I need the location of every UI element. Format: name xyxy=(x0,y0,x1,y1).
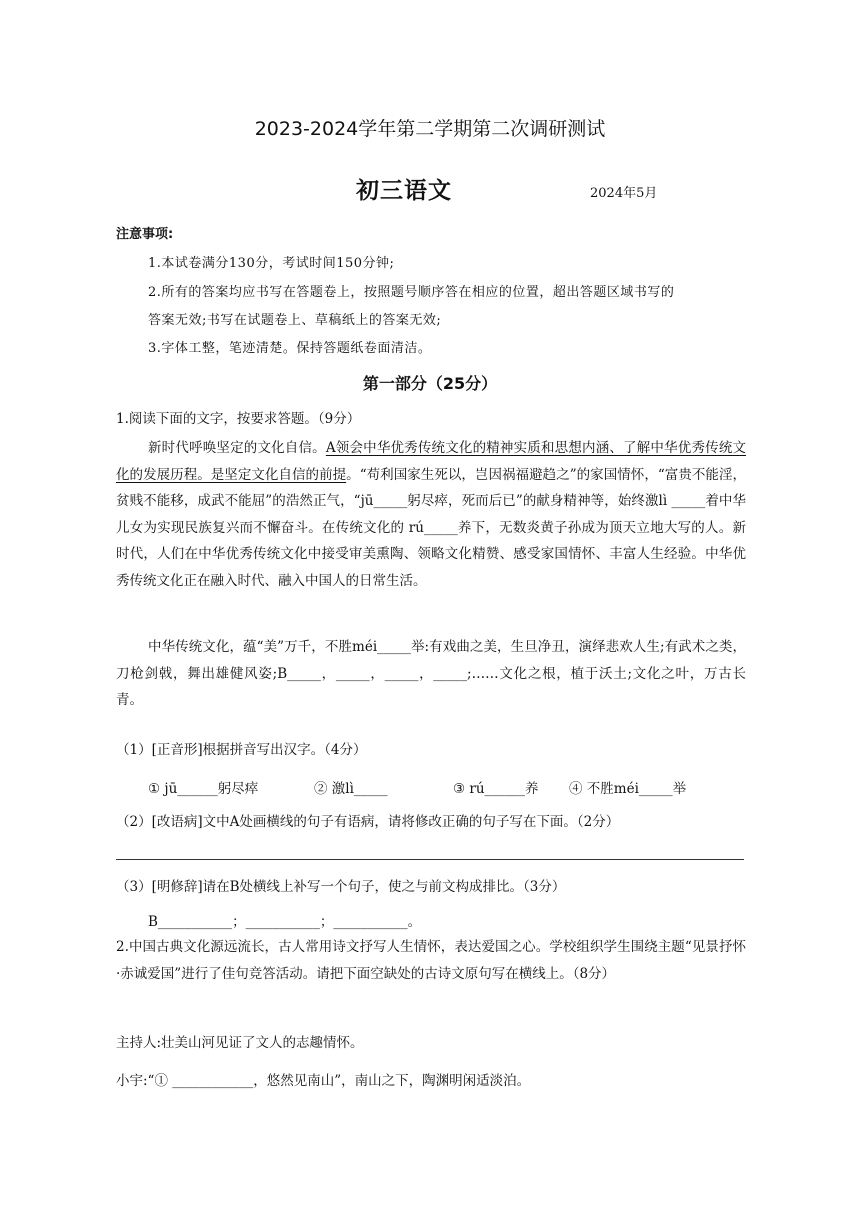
passage-text: 。“苟利国家生死以，岂因祸福避趋之”的家国情怀，“富贵不能淫，贫贱不能移，成武不能屈”的浩然正气，“jū_____躬尽瘁，死而后已”的献身精神等，始终激lì _____着中华儿女为实现民族复兴而不懈奋斗。在传统文化的 rú_____养下，无数炎黄子孙成为顶天立地大写的人。新时代，人们在中华优秀传统文化中接受审美熏陶、领略文化精赞、感受家国情怀、丰富人生经验。中华优秀传统文化正在融入时代、融入中国人的日常生活。 xyxy=(116,466,746,589)
pinyin-option-4: ④ 不胜méi_____举 xyxy=(569,781,687,797)
sub-question-3: （3）[明修辞]请在B处横线上补写一个句子，使之与前文构成排比。（3分） xyxy=(116,879,566,895)
exam-date: 2024年5月 xyxy=(590,186,658,201)
pinyin-option-1: ① jū______躬尽瘁 xyxy=(148,781,259,797)
subject-title: 初三语文 xyxy=(356,178,452,204)
part-heading: 第一部分（25分） xyxy=(362,374,498,393)
question-2-stem: 2.中国古典文化源远流长，古人常用诗文抒写人生情怀，表达爱国之心。学校组织学生围绕主题“见景抒怀·赤诚爱国”进行了佳句竞答活动。请把下面空缺处的古诗文原句写在横线上。（8分） xyxy=(116,939,746,982)
question-1-stem: 1.阅读下面的文字，按要求答题。（9分） xyxy=(116,411,361,427)
pinyin-option-3: ③ rú______养 xyxy=(453,781,539,797)
notice-heading: 注意事项: xyxy=(116,227,174,242)
notice-item: 答案无效;书写在试题卷上、草稿纸上的答案无效; xyxy=(148,313,442,328)
passage-text: 新时代呼唤坚定的文化自信。 xyxy=(148,440,326,456)
underlined-sentence-a: A领会中华优秀传统文化的精神实质和思想内涵、了解中华优秀传统文化的发展历程。是坚定文化自信的前提 xyxy=(116,440,746,483)
notice-item: 3.字体工整，笔迹清楚。保持答题纸卷面清洁。 xyxy=(148,341,432,356)
pinyin-option-2: ② 激lì_____ xyxy=(314,781,388,797)
exam-title: 2023-2024学年第二学期第二次调研测试 xyxy=(254,118,606,140)
passage-paragraph-2: 中华传统文化，蕴“美”万千，不胜méi_____举:有戏曲之美，生旦净丑，演绎悲欢人生;有武术之类，刀枪剑戟，舞出雄健风姿;B_____，_____，_____，_____;……文化之根，植于沃土;文化之叶，万古长青。 xyxy=(116,639,746,708)
answer-blanks-b: B___________；___________；___________。 xyxy=(148,914,422,930)
host-line: 主持人:壮美山河见证了文人的志趣情怀。 xyxy=(116,1035,364,1051)
notice-item: 2.所有的答案均应书写在答题卷上，按照题号顺序答在相应的位置，超出答题区域书写的 xyxy=(148,285,675,300)
notice-item: 1.本试卷满分130分，考试时间150分钟; xyxy=(148,256,395,271)
sub-question-1: （1）[正音形]根据拼音写出汉字。（4分） xyxy=(116,742,367,758)
passage-paragraph-1 xyxy=(116,435,746,594)
answer-line xyxy=(116,859,744,860)
xiaoyu-line: 小宇:“① ____________，悠然见南山”，南山之下，陶渊明闲适淡泊。 xyxy=(116,1073,531,1089)
sub-question-2: （2）[改语病]文中A处画横线的句子有语病，请将修改正确的句子写在下面。（2分） xyxy=(116,814,620,830)
